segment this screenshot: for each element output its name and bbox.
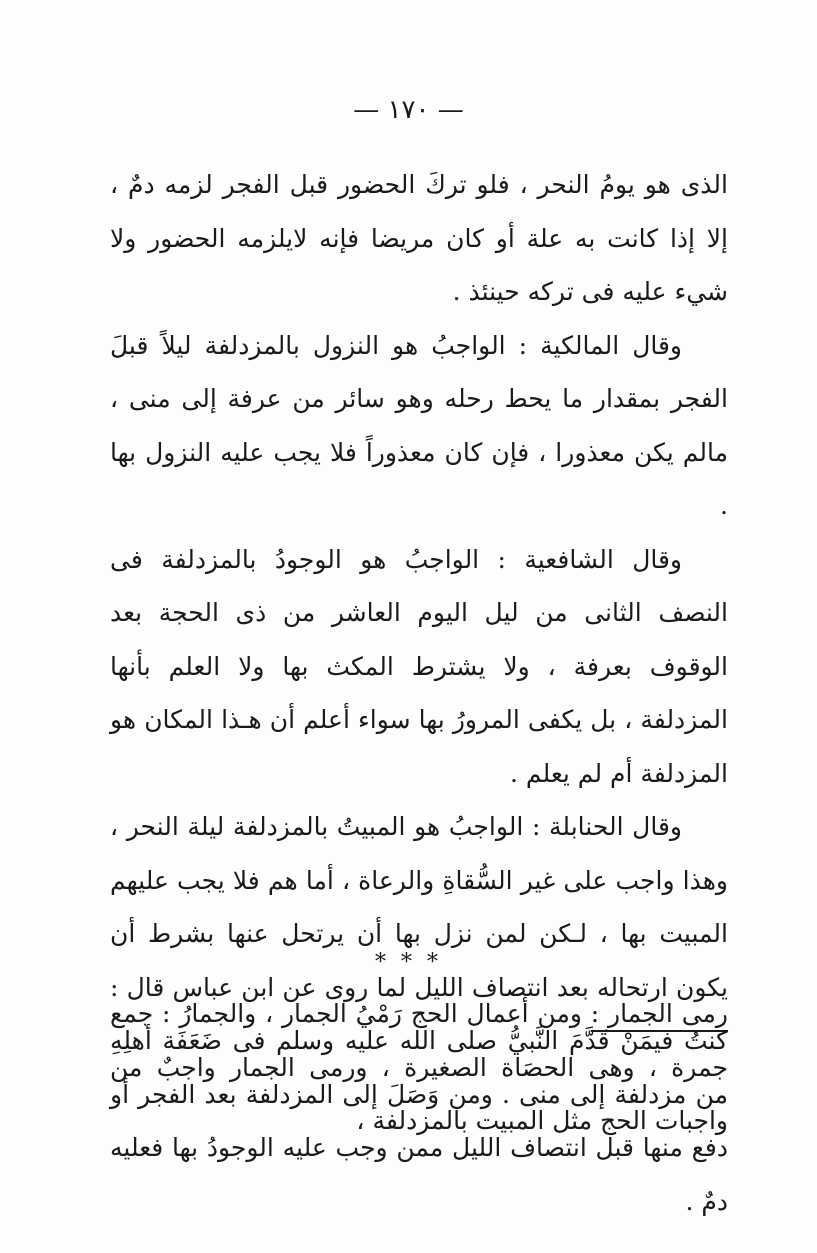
paragraph-hanbali: وقال الحنابلة : الواجبُ هو المبيتُ بالمزدلفة ليلة النحر ، وهذا واجب على غير السُّقاةِ والرعاة ، أما هم فلا يجب عليهم المبيت بها ، لـكن لمن نزل بها أن يرتحل عنها بشرط أن يكون ارتحاله بعد انتصاف الليل لما روى عن ابن عباس قال : كنتُ فيمَنْ قَدَّمَ النَّبيُّ صلى الله عليه وسلم فى ضَعَفَة أهلِهِ من مزدلفة إلى منى . ومن وَصَلَ إلى المزدلفة بعد الفجر أو دفع منها قبل انتصاف الليل ممن وجب عليه الوجودُ بها فعليه دمٌ . <box>110 812 728 1216</box>
section-separator: * * * <box>375 950 442 975</box>
paragraph-maliki: وقال المالكية : الواجبُ هو النزول بالمزدلفة ليلاً قبلَ الفجر بمقدار ما يحط رحله وهو سائر من عرفة إلى منى ، مالم يكن معذورا ، فإن كان معذوراً فلا يجب عليه النزول بها . <box>110 330 728 520</box>
paragraph-rami-jamar <box>110 987 728 1148</box>
section-body: ومن أعمال الحج رَمْيُ الجمار ، والجمارُ : جمع جمرة ، وهى الحصَاة الصغيرة ، ورمى الجمار واجبٌ من واجبات الحج مثل المبيت بالمزدلفة ، <box>110 999 728 1135</box>
section-heading: رمى الجمار : <box>590 999 728 1028</box>
page-number: — ١٧٠ — <box>353 95 464 125</box>
paragraph-shafii: وقال الشافعية : الواجبُ هو الوجودُ بالمزدلفة فى النصف الثانى من ليل اليوم العاشر من ذى الحجة بعد الوقوف بعرفة ، ولا يشترط المكث بها ولا العلم بأنها المزدلفة ، بل يكفى المرورُ بها سواء أعلم أن هـذا المكان هو المزدلفة أم لم يعلم . <box>110 544 729 788</box>
final-section <box>110 987 728 1148</box>
paragraph-1: الذى هو يومُ النحر ، فلو تركَ الحضور قبل الفجر لزمه دمٌ ، إلا إذا كانت به علة أو كان مريضا فإنه لايلزمه الحضور ولا شيء عليه فى تركه حينئذ . <box>110 170 728 306</box>
